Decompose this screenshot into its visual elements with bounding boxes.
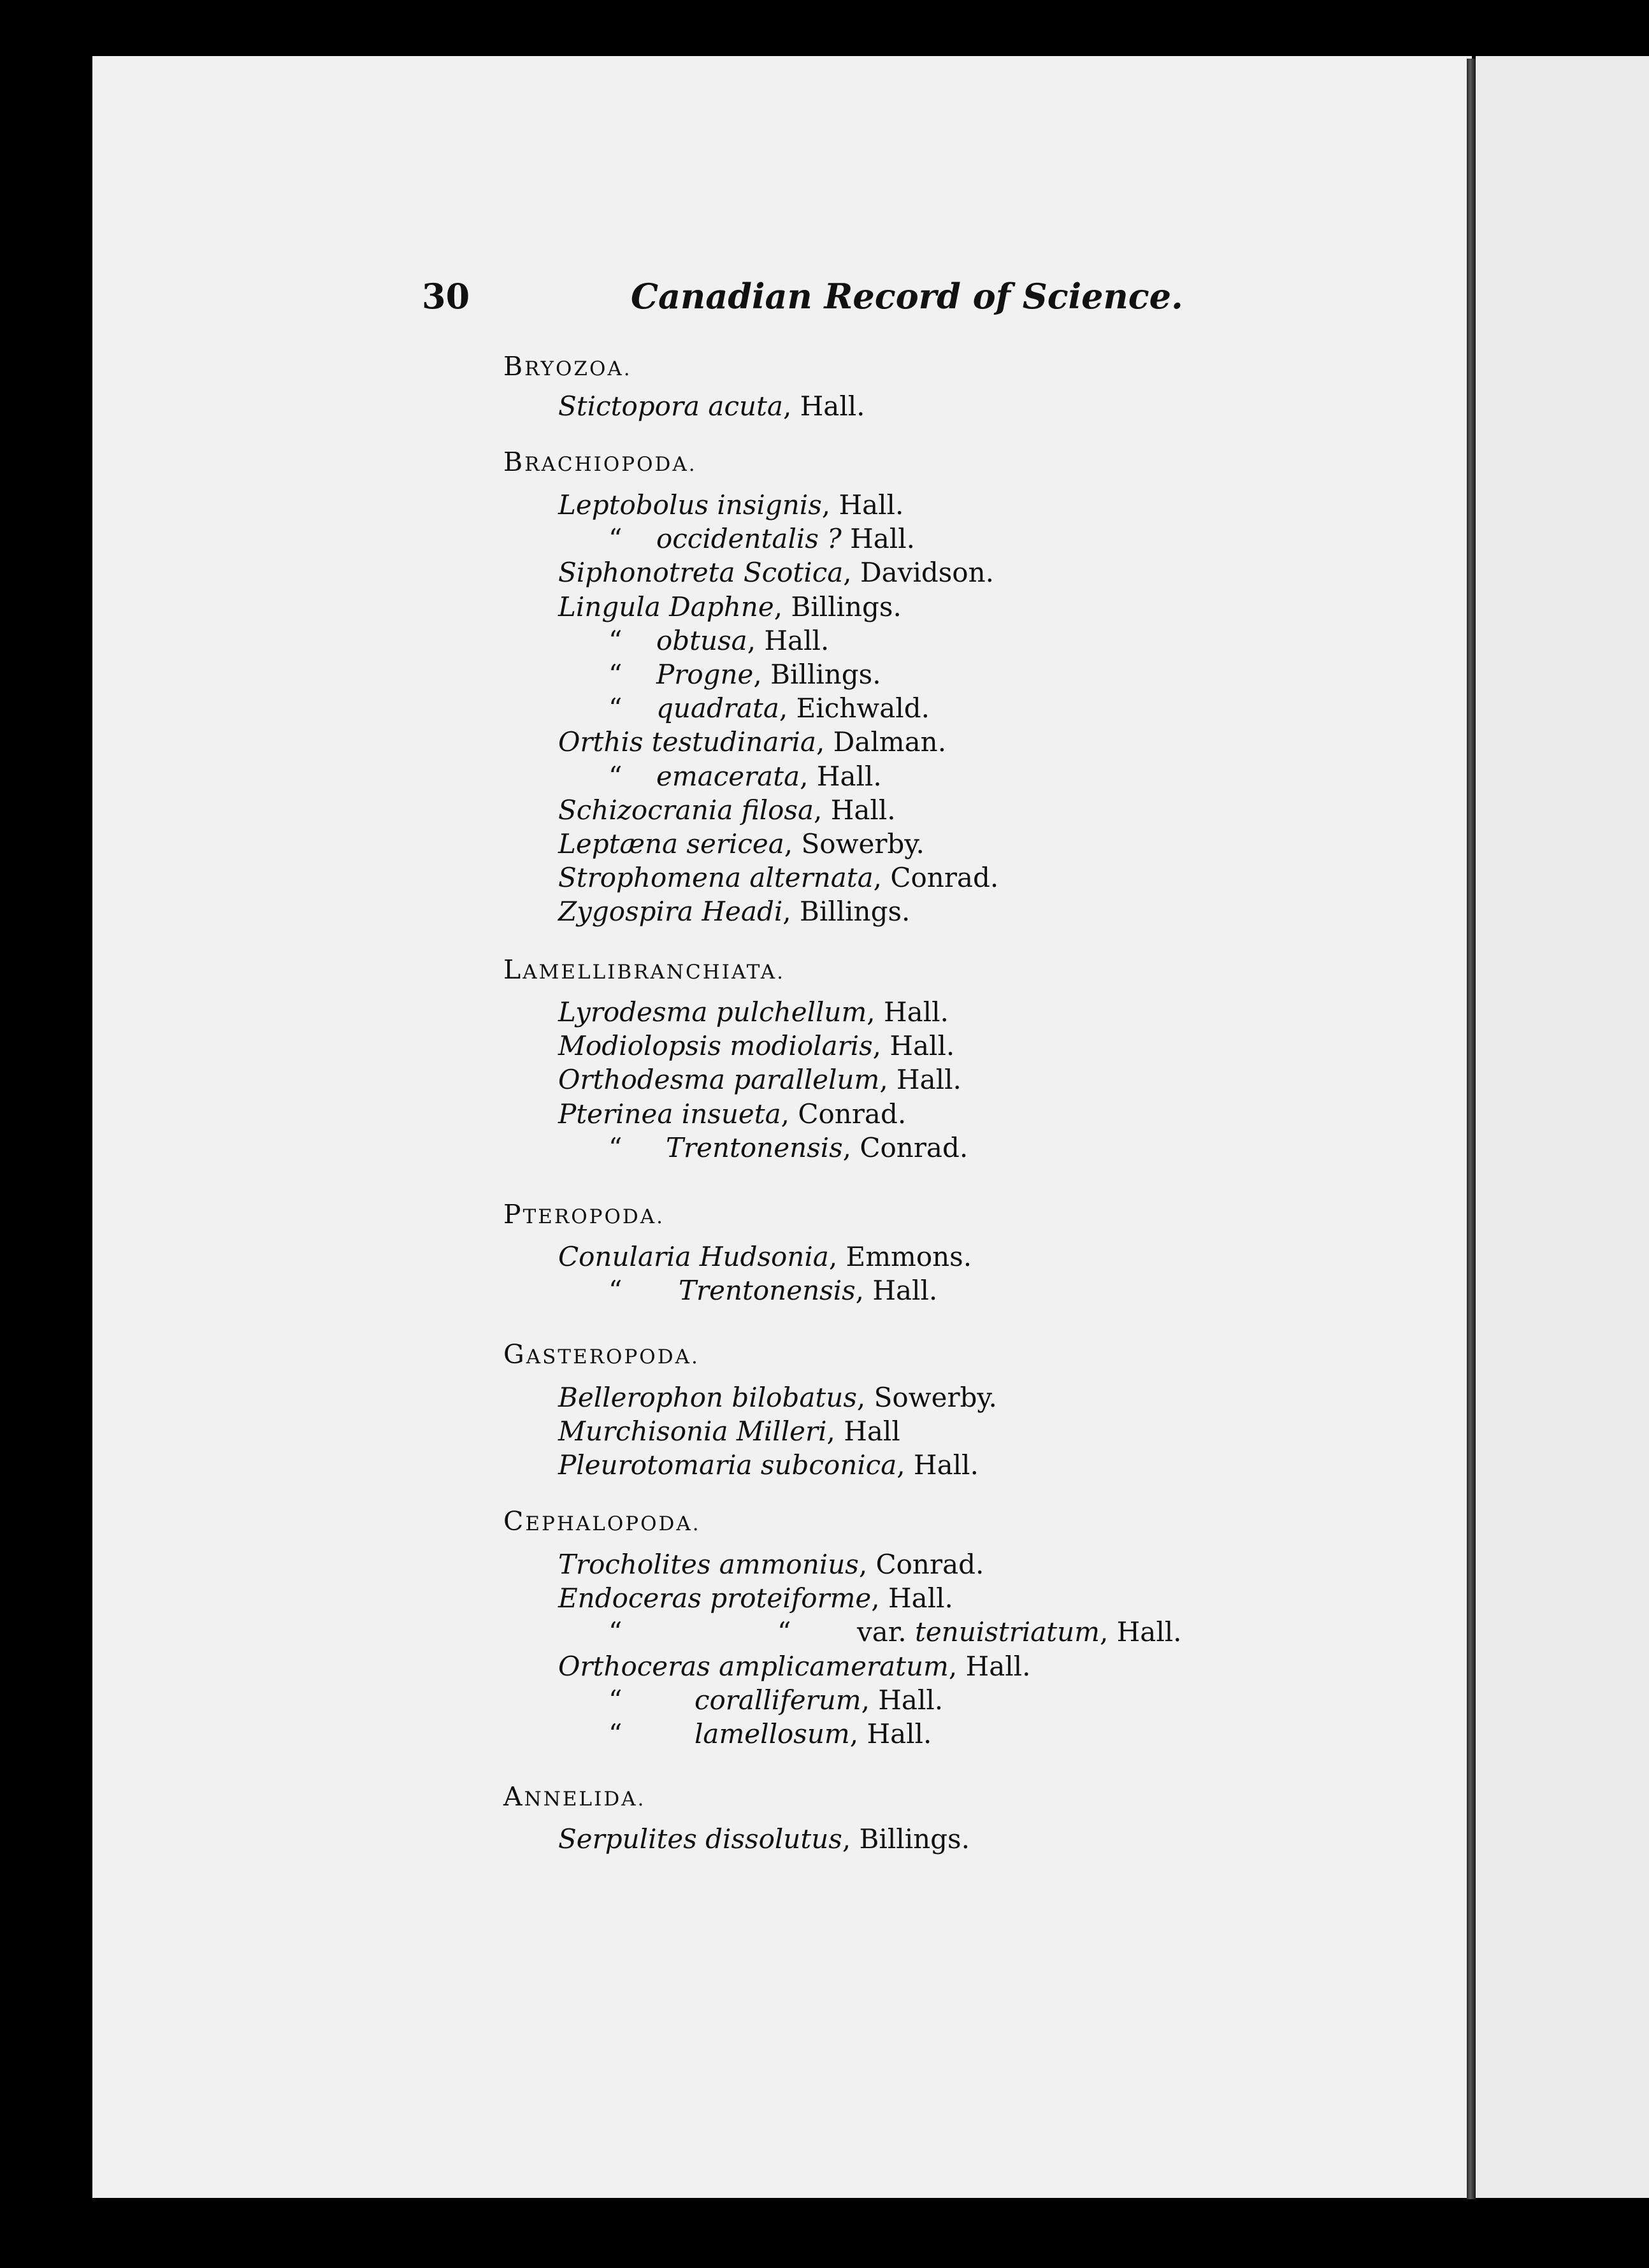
ditto-mark: “	[608, 1718, 623, 1749]
taxon-entry	[558, 996, 949, 1028]
taxon-author: , Hall.	[821, 489, 904, 520]
taxon-author: Hall.	[841, 523, 915, 554]
taxon-name: Trocholites ammonius	[558, 1549, 859, 1580]
taxon-name: Serpulites dissolutus	[558, 1823, 842, 1855]
species-name: quadrata	[656, 693, 779, 724]
taxon-entry	[558, 1030, 955, 1061]
heading-rest: ASTEROPODA.	[526, 1346, 700, 1368]
taxon-entry	[558, 1098, 907, 1130]
taxon-entry	[558, 1823, 970, 1855]
taxon-author: , Conrad.	[781, 1098, 907, 1130]
section-heading	[503, 1199, 665, 1230]
taxon-entry	[558, 898, 910, 925]
heading-rest: TEROPODA.	[522, 1205, 665, 1228]
heading-initial: B	[503, 447, 525, 477]
taxon-name: Pleurotomaria subconica	[558, 1449, 897, 1481]
ditto-mark: “	[608, 761, 623, 792]
taxon-author: , Davidson.	[843, 557, 994, 588]
taxon-author: , Hall.	[1099, 1616, 1182, 1647]
taxon-author: , Dalman.	[816, 726, 947, 757]
ditto-mark: “	[608, 1275, 623, 1306]
taxon-variety	[857, 1616, 1182, 1647]
taxon-author: , Sowerby.	[856, 1382, 997, 1413]
species-name: occidentalis ?	[656, 523, 842, 554]
taxon-author: , Hall.	[867, 996, 949, 1028]
taxon-author: , Hall.	[855, 1275, 938, 1306]
heading-initial: C	[503, 1506, 526, 1537]
taxon-author: , Hall.	[747, 625, 830, 656]
taxon-entry	[558, 1418, 900, 1445]
ditto-mark: “	[608, 693, 623, 724]
taxon-entry	[558, 489, 904, 520]
taxon-author: , Hall.	[814, 794, 896, 826]
section-heading	[503, 1339, 700, 1370]
taxon-entry	[656, 695, 930, 722]
taxon-entry	[558, 794, 896, 826]
taxon-author: , Hall.	[849, 1718, 932, 1749]
heading-rest: RYOZOA.	[524, 357, 632, 380]
taxon-entry	[558, 1653, 1030, 1680]
taxon-entry	[558, 1585, 953, 1612]
taxon-name: Siphonotreta Scotica	[558, 557, 844, 588]
taxon-entry	[558, 828, 925, 859]
taxon-entry	[558, 1241, 972, 1272]
taxon-name: Leptobolus insignis	[558, 489, 822, 520]
taxon-author: , Conrad.	[842, 1132, 969, 1163]
species-name: emacerata	[656, 761, 800, 792]
ditto-mark: “	[608, 1616, 623, 1647]
taxon-author: , Hall.	[897, 1449, 979, 1481]
species-name: Trentonensis	[679, 1275, 856, 1306]
taxon-author: , Conrad.	[858, 1549, 984, 1580]
taxon-entry	[695, 1718, 932, 1749]
taxon-name: Orthis testudinaria	[558, 726, 816, 757]
species-name: obtusa	[656, 625, 747, 656]
taxon-author: , Hall.	[879, 1064, 961, 1095]
heading-initial: P	[503, 1199, 523, 1230]
taxon-entry	[558, 1551, 984, 1578]
taxon-author: , Eichwald.	[779, 693, 930, 724]
taxon-name: Pterinea insueta	[558, 1098, 781, 1130]
taxon-name: Schizocrania filosa	[558, 794, 814, 826]
taxon-entry	[695, 1684, 944, 1716]
taxon-entry	[558, 559, 994, 586]
taxon-name: Endoceras proteiforme	[558, 1583, 872, 1614]
taxon-entry	[656, 661, 881, 688]
ditto-mark: “	[608, 625, 623, 656]
taxon-entry	[656, 523, 915, 554]
ditto-mark: “	[608, 1132, 623, 1163]
ditto-mark: “	[608, 659, 623, 690]
taxon-author: , Hall	[826, 1416, 900, 1447]
heading-initial: A	[503, 1781, 524, 1812]
species-name: Progne	[656, 659, 754, 690]
taxon-entry	[558, 862, 999, 893]
taxon-entry	[656, 625, 830, 656]
ditto-mark: “	[608, 1684, 623, 1716]
page-number: 30	[422, 276, 470, 317]
taxon-name: Murchisonia Milleri	[558, 1416, 827, 1447]
taxon-author: , Sowerby.	[784, 828, 925, 859]
heading-initial: L	[503, 954, 523, 985]
section-heading	[503, 1781, 646, 1812]
ditto-mark: “	[777, 1616, 791, 1647]
taxon-name: Modiolopsis modiolaris	[558, 1030, 873, 1061]
variety-label: var.	[857, 1616, 915, 1647]
heading-rest: EPHALOPODA.	[525, 1512, 701, 1535]
taxon-author: , Billings.	[753, 659, 881, 690]
heading-rest: AMELLIBRANCHIATA.	[522, 961, 785, 984]
ditto-mark: “	[608, 523, 623, 554]
taxon-entry	[558, 1449, 979, 1481]
taxon-name: Conularia Hudsonia	[558, 1241, 829, 1272]
heading-initial: G	[503, 1339, 526, 1370]
taxon-author: , Hall.	[861, 1684, 944, 1716]
taxon-entry	[558, 726, 947, 757]
heading-rest: RACHIOPODA.	[524, 453, 697, 476]
taxon-entry	[656, 763, 882, 790]
taxon-name: Lingula Daphne	[558, 591, 774, 622]
section-heading	[503, 351, 632, 382]
species-name: lamellosum	[695, 1718, 850, 1749]
running-title: Canadian Record of Science.	[631, 276, 1183, 317]
taxon-name: Orthodesma parallelum	[558, 1064, 880, 1095]
variety-name: tenuistriatum	[914, 1616, 1100, 1647]
taxon-entry	[666, 1132, 969, 1163]
taxon-name: Strophomena alternata	[558, 862, 874, 893]
taxon-entry	[558, 1384, 997, 1411]
adjacent-page-edge	[1476, 56, 1649, 2198]
taxon-author: , Hall.	[782, 391, 865, 422]
taxon-name: Orthoceras amplicameratum	[558, 1651, 949, 1682]
taxon-name: Zygospira Headi	[558, 896, 783, 927]
taxon-author: , Hall.	[872, 1030, 955, 1061]
taxon-author: , Emmons.	[828, 1241, 972, 1272]
taxon-author: , Hall.	[871, 1583, 953, 1614]
taxon-entry	[679, 1277, 937, 1304]
heading-rest: NNELIDA.	[524, 1788, 646, 1811]
taxon-entry	[558, 393, 865, 420]
taxon-name: Bellerophon bilobatus	[558, 1382, 857, 1413]
species-name: Trentonensis	[666, 1132, 843, 1163]
taxon-author: , Hall.	[800, 761, 882, 792]
taxon-entry	[558, 1066, 961, 1093]
taxon-author: , Hall.	[948, 1651, 1031, 1682]
taxon-name: Stictopora acuta	[558, 391, 783, 422]
taxon-author: , Billings.	[774, 591, 902, 622]
section-heading	[503, 954, 785, 985]
section-heading	[503, 449, 697, 475]
taxon-author: , Billings.	[782, 896, 911, 927]
taxon-author: , Conrad.	[873, 862, 999, 893]
page-fold-shadow	[1467, 59, 1476, 2199]
taxon-entry	[558, 591, 902, 622]
species-name: coralliferum	[695, 1684, 861, 1716]
heading-initial: B	[503, 351, 525, 382]
taxon-name: Lyrodesma pulchellum	[558, 996, 867, 1028]
taxon-name: Leptæna sericea	[558, 828, 784, 859]
taxon-author: , Billings.	[842, 1823, 970, 1855]
section-heading	[503, 1506, 701, 1537]
